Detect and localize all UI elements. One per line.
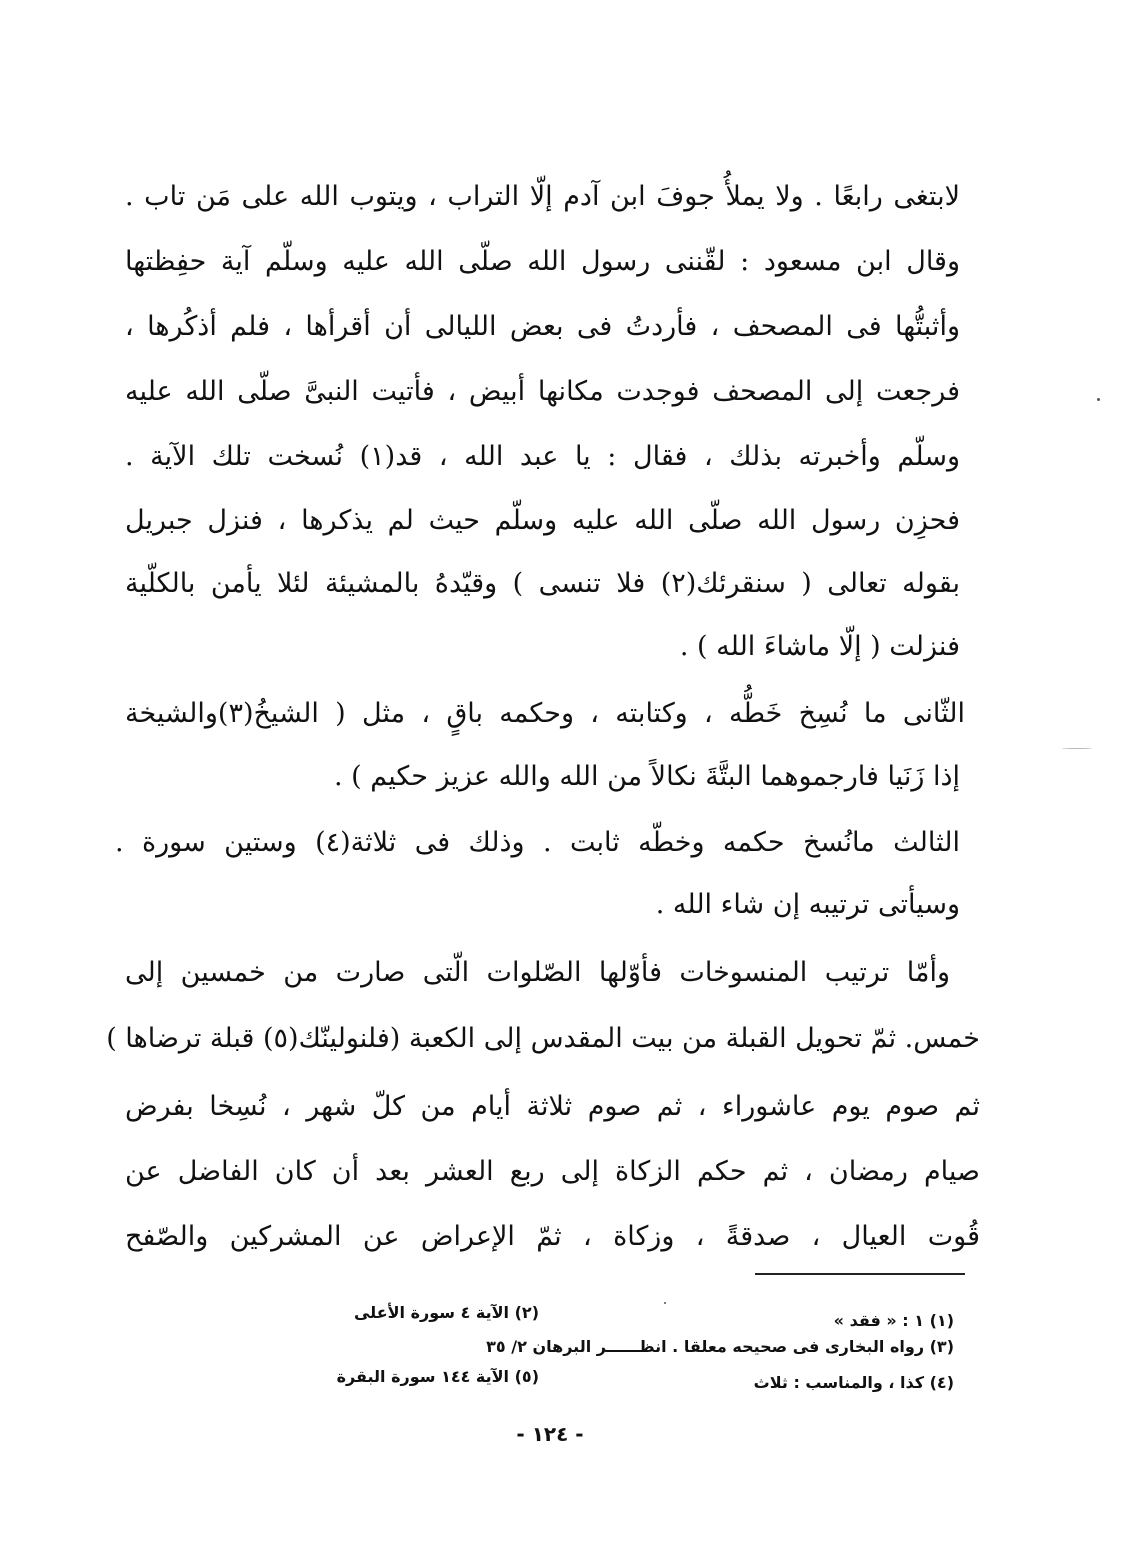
page-number: - ١٢٤ -	[516, 1422, 584, 1446]
footnote-1: (١) ١ : « فقد »	[833, 1311, 954, 1330]
text-line: وأثبتُّها فى المصحف ، فأردتُ فى بعض الليالى أن أقرأها ، فلم أذكُرها ،	[125, 311, 960, 342]
text-line: إذا زَنَيا فارجموهما البتَّةَ نكالاً من الله والله عزيز حكيم ) .	[334, 761, 960, 792]
text-line: صيام رمضان ، ثم حكم الزكاة إلى ربع العشر بعد أن كان الفاضل عن	[125, 1156, 980, 1187]
text-line: الثّانى ما نُسِخ خَطُّه ، وكتابته ، وحكمه باقٍ ، مثل ( الشيخُ(٣)والشيخة	[125, 698, 965, 729]
scan-speck	[664, 1302, 666, 1304]
footnote-3: (٣) رواه البخارى فى صحيحه معلقا . انظــــــر البرهان ٢/ ٣٥	[486, 1337, 954, 1356]
text-line: خمس. ثمّ تحويل القبلة من بيت المقدس إلى الكعبة (فلنولينّك(٥) قبلة ترضاها )	[106, 1023, 980, 1054]
text-line: وقال ابن مسعود : لقّننى رسول الله صلّى الله عليه وسلّم آية حفِظتها	[125, 246, 960, 277]
text-line: فرجعت إلى المصحف فوجدت مكانها أبيض ، فأتيت النبىَّ صلّى الله عليه	[125, 376, 960, 407]
text-line: وأمّا ترتيب المنسوخات فأوّلها الصّلوات الّتى صارت من خمسين إلى	[125, 957, 950, 988]
footnote-4: (٤) كذا ، والمناسب : ثلاث	[753, 1373, 954, 1392]
footnote-5: (٥) الآية ١٤٤ سورة البقرة	[336, 1367, 539, 1386]
text-line: فنزلت ( إلّا ماشاءَ الله ) .	[679, 631, 960, 662]
text-line: قُوت العيال ، صدقةً ، وزكاة ، ثمّ الإعراض عن المشركين والصّفح	[125, 1221, 980, 1252]
text-line: وسلّم وأخبرته بذلك ، فقال : يا عبد الله ، قد(١) نُسخت تلك الآية .	[125, 441, 960, 472]
scan-speck	[1097, 398, 1100, 401]
text-line: الثالث مانُسخ حكمه وخطّه ثابت . وذلك فى ثلاثة(٤) وستين سورة .	[115, 827, 960, 858]
text-line: فحزِن رسول الله صلّى الله عليه وسلّم حيث لم يذكرها ، فنزل جبريل	[125, 505, 960, 536]
text-line: ثم صوم يوم عاشوراء ، ثم صوم ثلاثة أيام من كلّ شهر ، نُسِخا بفرض	[125, 1091, 980, 1122]
scan-speck	[1062, 748, 1092, 749]
text-line: وسيأتى ترتيبه إن شاء الله .	[655, 889, 960, 920]
footnote-divider	[755, 1273, 965, 1275]
text-line: لابتغى رابعًا . ولا يملأُ جوفَ ابن آدم إلّا التراب ، ويتوب الله على مَن تاب .	[125, 181, 960, 212]
footnote-2: (٢) الآية ٤ سورة الأعلى	[353, 1303, 539, 1322]
text-line: بقوله تعالى ( سنقرئك(٢) فلا تنسى ) وقيّدهُ بالمشيئة لئلا يأمن بالكلّية	[125, 568, 960, 599]
